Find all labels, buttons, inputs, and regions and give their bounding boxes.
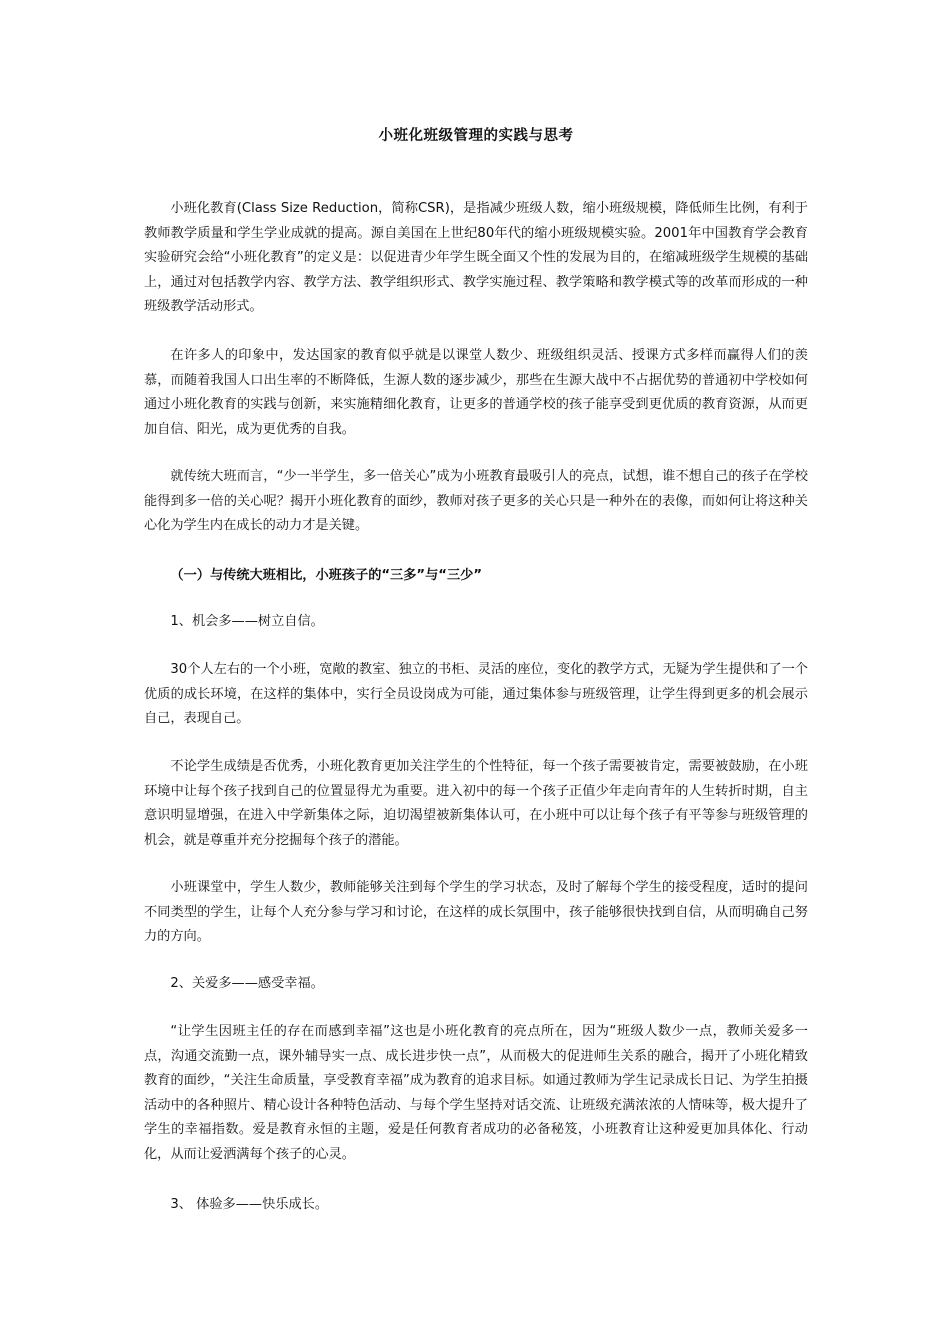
paragraph-impression: 在许多人的印象中，发达国家的教育似乎就是以课堂人数少、班级组织灵活、授课方式多样而赢得人们的羡慕，而随着我国人口出生率的不断降低，生源人数的逐步减少，那些在生源大战中不占据优势的普通初中学校如何通过小班化教育的实践与创新，来实施精细化教育，让更多的普通学校的孩子能享受到更优质的教育资源，从而更加自信、阳光，成为更优秀的自我。 — [144, 348, 808, 437]
document-title: 小班化班级管理的实践与思考 — [378, 128, 574, 144]
paragraph-traditional: 就传统大班而言，“少一半学生，多一倍关心”成为小班教育最吸引人的亮点，试想，谁不想自己的孩子在学校能得到多一倍的关心呢？揭开小班化教育的面纱，教师对孩子更多的关心只是一种外在的表像，而如何让将这种关心化为学生内在成长的动力才是关键。 — [144, 469, 808, 533]
paragraph-classroom: 小班课堂中，学生人数少，教师能够关注到每个学生的学习状态，及时了解每个学生的接受程度，适时的提问不同类型的学生，让每个人充分参与学习和讨论，在这样的成长氛围中，孩子能够很快找到自信，从而明确自己努力的方向。 — [144, 880, 808, 944]
paragraph-individuality: 不论学生成绩是否优秀，小班化教育更加关注学生的个性特征，每一个孩子需要被肯定，需要被鼓励，在小班环境中让每个孩子找到自己的位置显得尤为重要。进入初中的每一个孩子正值少年走向青年的人生转折时期，自主意识明显增强，在进入中学新集体之际，迫切渴望被新集体认可，在小班中可以让每个孩子有平等参与班级管理的机会，就是尊重并充分挖掘每个孩子的潜能。 — [144, 759, 808, 848]
paragraph-small-class: 30个人左右的一个小班，宽敞的教室、独立的书柜、灵活的座位，变化的教学方式，无疑为学生提供和了一个优质的成长环境，在这样的集体中，实行全员设岗成为可能，通过集体参与班级管理，让学生得到更多的机会展示自己，表现自己。 — [144, 662, 808, 726]
subheading-care: 2、关爱多——感受幸福。 — [170, 976, 324, 991]
paragraph-intro: 小班化教育(Class Size Reduction，简称CSR)，是指减少班级人数，缩小班级规模，降低师生比例，有利于教师教学质量和学生学业成就的提高。源自美国在上世纪80年代的缩小班级规模实验。2001年中国教育学会教育实验研究会给“小班化教育”的定义是：以促进青少年学生既全面又个性的发展为目的，在缩减班级学生规模的基础上，通过对包括教学内容、教学方法、教学组织形式、教学实施过程、教学策略和教学模式等的改革而形成的一种班级教学活动形式。 — [144, 201, 808, 314]
subheading-experience: 3、 体验多——快乐成长。 — [170, 1197, 329, 1212]
paragraph-happiness: “让学生因班主任的存在而感到幸福”这也是小班化教育的亮点所在，因为“班级人数少一点，教师关爱多一点，沟通交流勤一点，课外辅导实一点、成长进步快一点”，从而极大的促进师生关系的融合，揭开了小班化精致教育的面纱，“关注生命质量，享受教育幸福”成为教育的追求目标。如通过教师为学生记录成长日记、为学生拍摄活动中的各种照片、精心设计各种特色活动、与每个学生坚持对话交流、让班级充满浓浓的人情味等，极大提升了学生的幸福指数。爱是教育永恒的主题，爱是任何教育者成功的必备秘笈，小班教育让这种爱更加具体化、行动化，从而让爱洒满每个孩子的心灵。 — [144, 1024, 808, 1162]
subheading-opportunity: 1、机会多——树立自信。 — [170, 614, 324, 629]
section-heading: （一）与传统大班相比，小班孩子的“三多”与“三少” — [170, 568, 482, 583]
